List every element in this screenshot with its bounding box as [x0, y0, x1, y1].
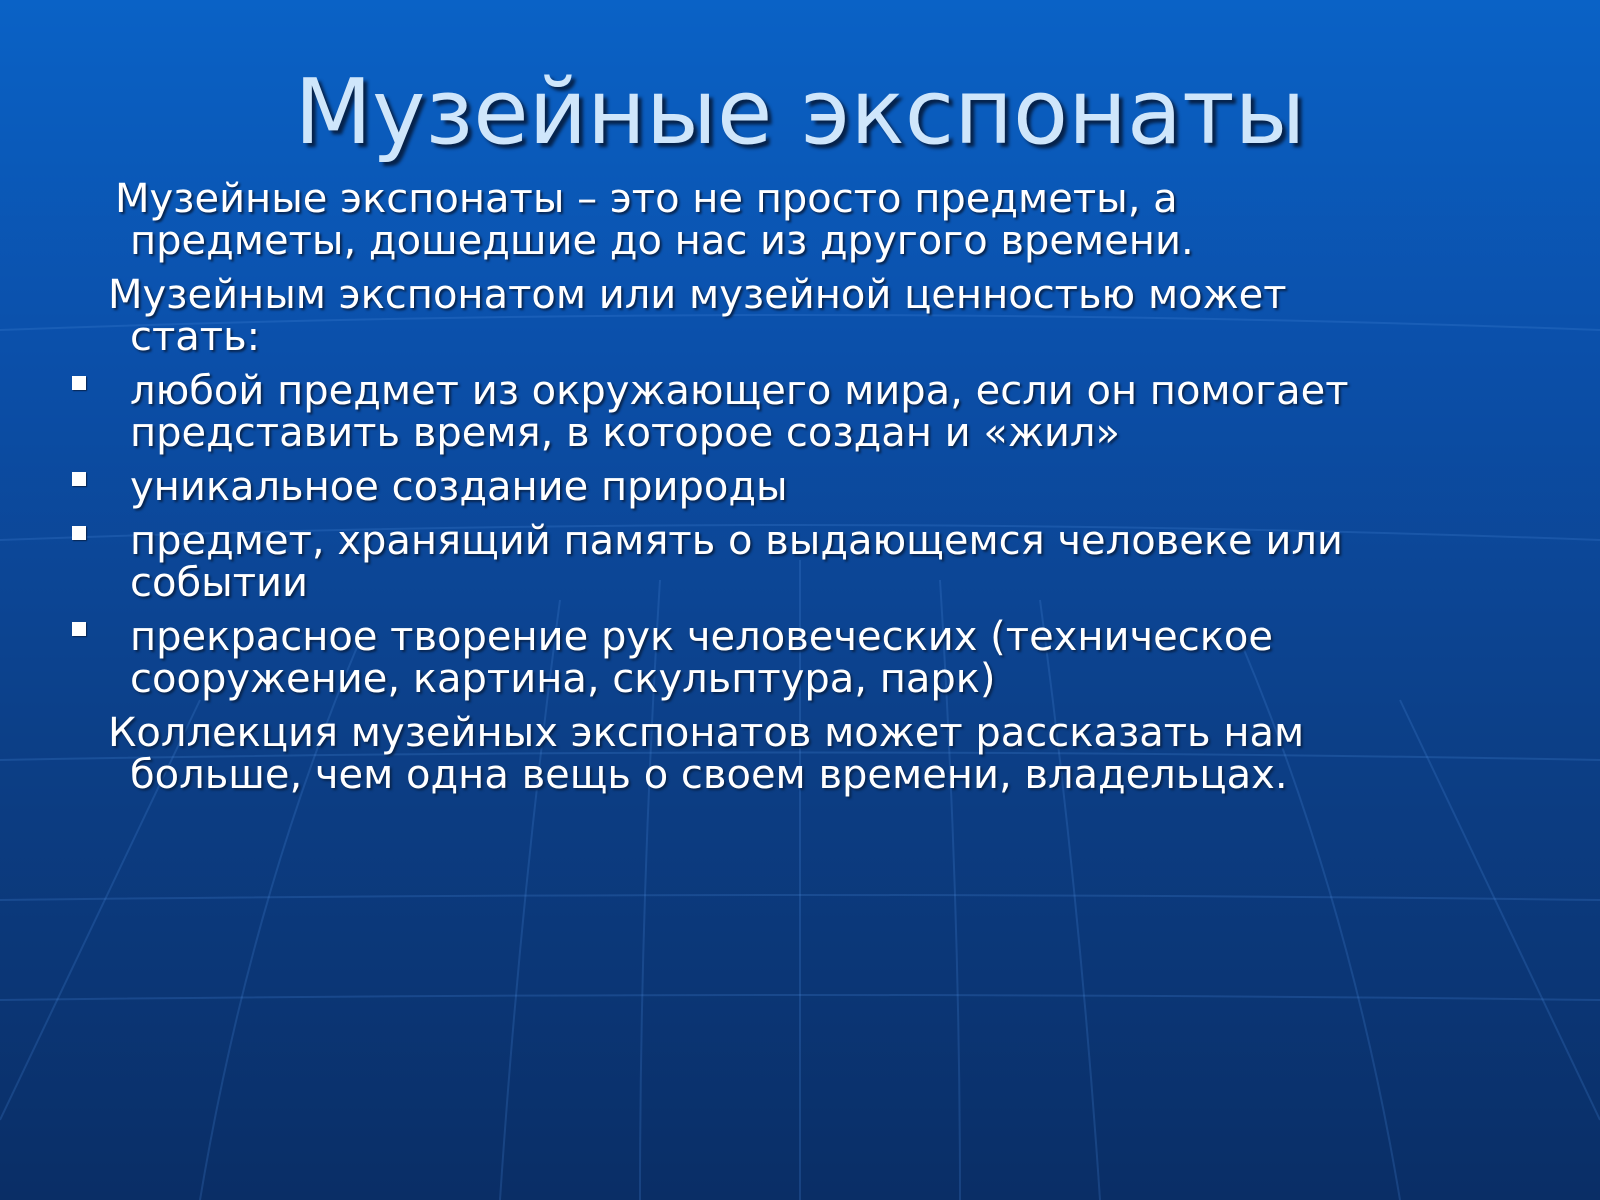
list-item-line-2: событии	[130, 560, 309, 606]
square-bullet-icon	[72, 376, 86, 390]
lead-line-2: стать:	[130, 314, 261, 360]
square-bullet-icon	[72, 472, 86, 486]
slide-title: Музейные экспонаты	[294, 60, 1306, 165]
intro-line-2: предметы, дошедшие до нас из другого времени.	[130, 218, 1194, 264]
square-bullet-icon	[72, 526, 86, 540]
list-item-line-2: представить время, в которое создан и «жил»	[130, 410, 1120, 456]
list-item-line-1: прекрасное творение рук человеческих (техническое	[130, 614, 1273, 660]
intro-paragraph	[0, 178, 1600, 262]
list-item	[0, 466, 1600, 508]
intro-line-1: Музейные экспонаты – это не просто предметы, а	[115, 176, 1178, 222]
list-item-line-1: любой предмет из окружающего мира, если он помогает	[130, 368, 1349, 414]
lead-line-1: Музейным экспонатом или музейной ценностью может	[108, 272, 1287, 318]
list-item	[0, 370, 1600, 454]
list-item	[0, 616, 1600, 700]
closing-paragraph	[0, 712, 1600, 796]
list-item-line-1: предмет, хранящий память о выдающемся человеке или	[130, 518, 1343, 564]
lead-paragraph	[0, 274, 1600, 358]
square-bullet-icon	[72, 622, 86, 636]
closing-line-1: Коллекция музейных экспонатов может рассказать нам	[108, 710, 1305, 756]
list-item-line-1: уникальное создание природы	[130, 464, 788, 510]
list-item	[0, 520, 1600, 604]
closing-line-2: больше, чем одна вещь о своем времени, владельцах.	[130, 752, 1288, 798]
slide-body	[0, 178, 1600, 796]
list-item-line-2: сооружение, картина, скульптура, парк)	[130, 656, 996, 702]
